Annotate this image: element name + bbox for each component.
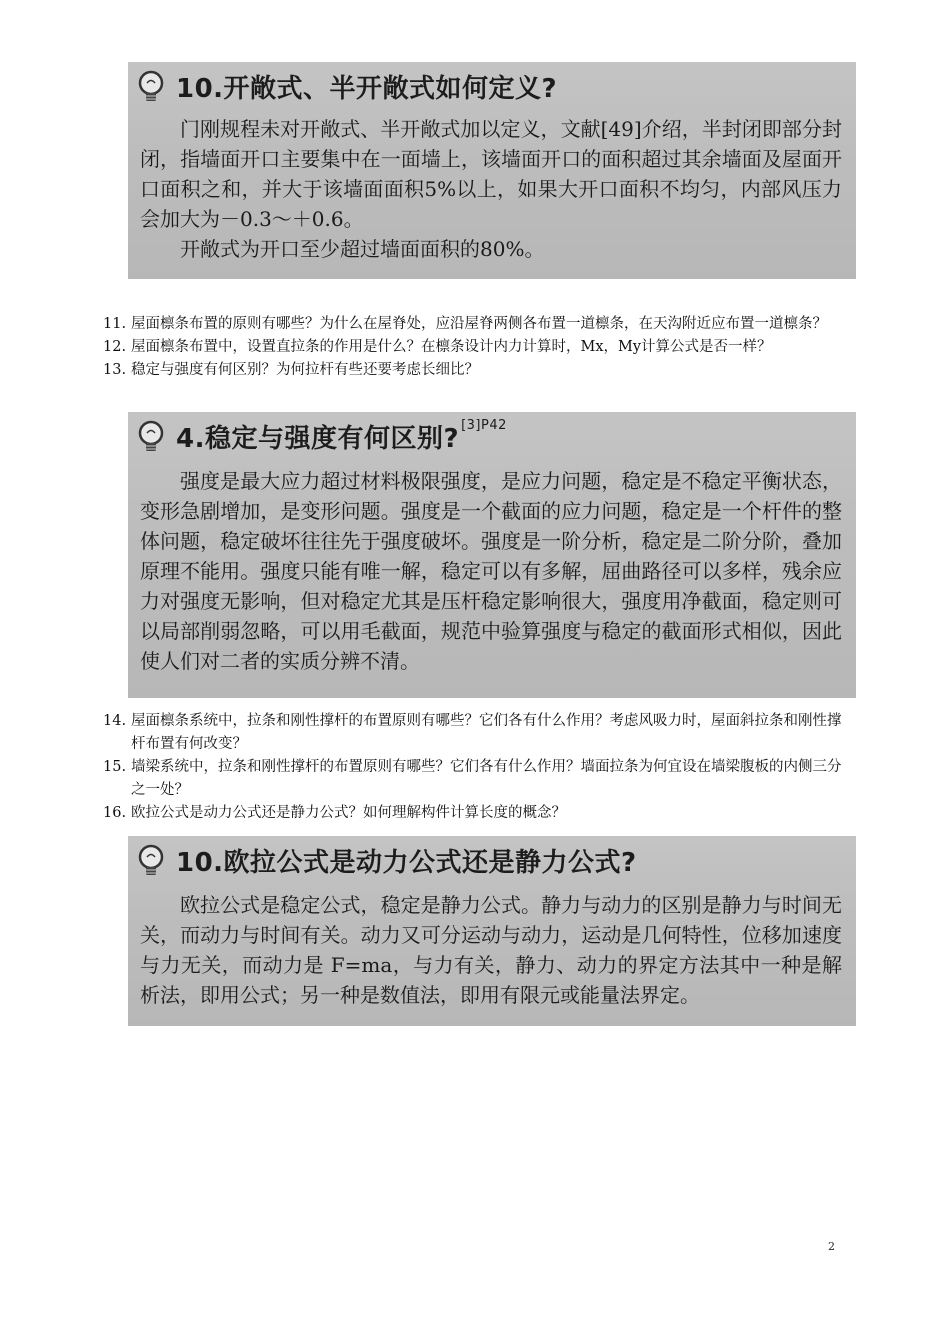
- lightbulb-icon: [136, 844, 166, 878]
- lightbulb-icon: [136, 70, 166, 104]
- citation-reference: [3]P42: [461, 418, 507, 433]
- question-text: 屋面檩条布置的原则有哪些？为什么在屋脊处，应沿屋脊两侧各布置一道檩条，在天沟附近应布置一道檩条？: [131, 316, 827, 332]
- question-number: 16.: [103, 805, 127, 821]
- question-number: 14.: [103, 713, 127, 729]
- question-item: [103, 359, 848, 382]
- excerpt-body: [140, 466, 842, 676]
- excerpt-body: [140, 114, 842, 264]
- excerpt-title: 4.稳定与强度有何区别? $^{[3]P42}$: [176, 418, 507, 454]
- lightbulb-icon: [136, 420, 166, 454]
- question-item: [103, 336, 848, 359]
- question-number: 11.: [103, 316, 127, 332]
- question-item: [103, 710, 848, 756]
- question-text: 稳定与强度有何区别？为何拉杆有些还要考虑长细比？: [131, 362, 479, 378]
- question-text: 屋面檩条布置中，设置直拉条的作用是什么？在檩条设计内力计算时，Mx，My计算公式是否一样？: [131, 339, 772, 355]
- excerpt-paragraph: 开敞式为开口至少超过墙面面积的80%。: [180, 237, 545, 261]
- scanned-excerpt-euler-formula: [128, 836, 856, 1026]
- question-item: [103, 802, 848, 825]
- question-text: 欧拉公式是动力公式还是静力公式？如何理解构件计算长度的概念？: [131, 805, 566, 821]
- excerpt-body: [140, 890, 842, 1010]
- question-number: 13.: [103, 362, 127, 378]
- page-number: 2: [828, 1240, 835, 1253]
- question-number: 15.: [103, 759, 127, 775]
- scanned-excerpt-open-structure: [128, 62, 856, 279]
- excerpt-paragraph: 强度是最大应力超过材料极限强度，是应力问题，稳定是不稳定平衡状态，变形急剧增加，是变形问题。强度是一个截面的应力问题，稳定是一个杆件的整体问题，稳定破坏往往先于强度破坏。强度是一阶分析，稳定是二阶分阶，叠加原理不能用。强度只能有唯一解，稳定可以有多解，屈曲路径可以多样，残余应力对强度无影响，但对稳定尤其是压杆稳定影响很大，强度用净截面，稳定则可以局部削弱忽略，可以用毛截面，规范中验算强度与稳定的截面形式相似，因此使人们对二者的实质分辨不清。: [140, 469, 842, 673]
- scanned-excerpt-stability-strength: [128, 412, 856, 698]
- question-text: 屋面檩条系统中，拉条和刚性撑杆的布置原则有哪些？它们各有什么作用？考虑风吸力时，屋面斜拉条和刚性撑杆布置有何改变？: [131, 713, 842, 752]
- excerpt-title: 10.开敞式、半开敞式如何定义?: [176, 74, 558, 104]
- excerpt-title: 10.欧拉公式是动力公式还是静力公式?: [176, 848, 637, 878]
- question-item: [103, 313, 848, 336]
- excerpt-heading: [136, 68, 557, 105]
- question-list: [103, 710, 848, 825]
- excerpt-paragraph: 欧拉公式是稳定公式，稳定是静力公式。静力与动力的区别是静力与时间无关，而动力与时间有关。动力又可分运动与动力，运动是几何特性，位移加速度与力无关，而动力是 F=ma，与力有关，静力、动力的界定方法其中一种是解析法，即用公式；另一种是数值法，即用有限元或能量法界定。: [140, 893, 842, 1007]
- question-item: [103, 756, 848, 802]
- question-text: 墙梁系统中，拉条和刚性撑杆的布置原则有哪些？它们各有什么作用？墙面拉条为何宜设在墙梁腹板的内侧三分之一处？: [131, 759, 842, 798]
- excerpt-heading: [136, 842, 637, 879]
- excerpt-heading: [136, 418, 507, 455]
- question-list: [103, 313, 848, 382]
- excerpt-paragraph: 门刚规程未对开敞式、半开敞式加以定义，文献[49]介绍，半封闭即部分封闭，指墙面开口主要集中在一面墙上，该墙面开口的面积超过其余墙面及屋面开口面积之和，并大于该墙面面积5%以上，如果大开口面积不均匀，内部风压力会加大为－0.3～＋0.6。: [140, 117, 842, 231]
- question-number: 12.: [103, 339, 127, 355]
